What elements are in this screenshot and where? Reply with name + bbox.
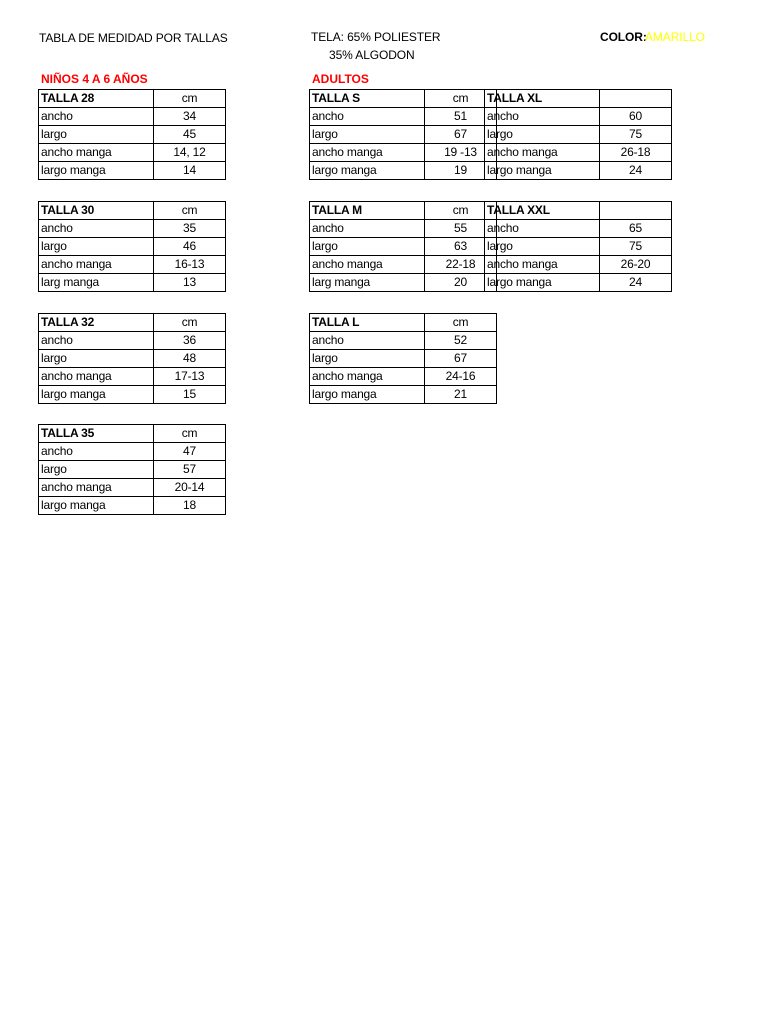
- size-title: TALLA L: [310, 314, 425, 332]
- measure-value: 60: [600, 108, 672, 126]
- table-row: [485, 238, 672, 256]
- measure-label: largo: [39, 461, 154, 479]
- measure-label: ancho: [485, 220, 600, 238]
- size-table-talla-s: [309, 89, 497, 180]
- measure-label: largo: [310, 126, 425, 144]
- measure-label: largo manga: [485, 274, 600, 292]
- table-row: [39, 386, 226, 404]
- measure-value: 36: [154, 332, 226, 350]
- measure-label: largo manga: [310, 386, 425, 404]
- measure-label: ancho manga: [485, 144, 600, 162]
- size-title: TALLA XL: [485, 90, 600, 108]
- table-row: [485, 108, 672, 126]
- measure-label: ancho: [310, 220, 425, 238]
- measure-value: 26-18: [600, 144, 672, 162]
- table-row: [485, 256, 672, 274]
- measure-value: 63: [425, 238, 497, 256]
- table-header-row: [310, 202, 497, 220]
- table-header-row: [485, 202, 672, 220]
- table-row: [485, 274, 672, 292]
- table-row: [39, 368, 226, 386]
- table-row: [39, 256, 226, 274]
- table-row: [39, 443, 226, 461]
- table-row: [39, 162, 226, 180]
- measure-value: 67: [425, 126, 497, 144]
- measure-label: ancho manga: [39, 256, 154, 274]
- size-title: TALLA 28: [39, 90, 154, 108]
- size-title: TALLA 32: [39, 314, 154, 332]
- measure-value: 45: [154, 126, 226, 144]
- table-row: [310, 332, 497, 350]
- measure-value: 67: [425, 350, 497, 368]
- measure-label: ancho: [310, 332, 425, 350]
- measure-value: 75: [600, 238, 672, 256]
- table-row: [39, 108, 226, 126]
- measure-label: largo manga: [310, 162, 425, 180]
- measure-label: largo: [310, 350, 425, 368]
- measure-label: larg manga: [39, 274, 154, 292]
- table-row: [310, 256, 497, 274]
- measure-value: 21: [425, 386, 497, 404]
- table-row: [310, 220, 497, 238]
- measure-value: 24: [600, 274, 672, 292]
- measure-value: 46: [154, 238, 226, 256]
- table-header-row: [310, 90, 497, 108]
- table-header-row: [39, 314, 226, 332]
- unit-header: cm: [425, 202, 497, 220]
- measure-label: ancho manga: [310, 256, 425, 274]
- unit-header: [600, 90, 672, 108]
- table-row: [485, 220, 672, 238]
- measure-value: 15: [154, 386, 226, 404]
- unit-header: cm: [154, 314, 226, 332]
- table-row: [310, 386, 497, 404]
- table-row: [310, 368, 497, 386]
- measure-label: ancho: [39, 332, 154, 350]
- size-title: TALLA 35: [39, 425, 154, 443]
- measure-value: 16-13: [154, 256, 226, 274]
- unit-header: cm: [425, 314, 497, 332]
- measure-value: 52: [425, 332, 497, 350]
- color-label: COLOR:: [600, 30, 647, 44]
- measure-label: largo manga: [39, 497, 154, 515]
- table-header-row: [310, 314, 497, 332]
- measure-label: ancho manga: [310, 368, 425, 386]
- page-title: TABLA DE MEDIDAD POR TALLAS: [39, 31, 228, 45]
- measure-value: 14, 12: [154, 144, 226, 162]
- measure-label: largo manga: [39, 162, 154, 180]
- measure-label: larg manga: [310, 274, 425, 292]
- measure-value: 19 -13: [425, 144, 497, 162]
- measure-label: ancho: [310, 108, 425, 126]
- table-row: [39, 144, 226, 162]
- measure-value: 18: [154, 497, 226, 515]
- measure-label: ancho manga: [39, 144, 154, 162]
- measure-value: 75: [600, 126, 672, 144]
- table-header-row: [39, 202, 226, 220]
- measure-value: 14: [154, 162, 226, 180]
- size-title: TALLA S: [310, 90, 425, 108]
- table-row: [39, 479, 226, 497]
- table-row: [310, 350, 497, 368]
- unit-header: cm: [154, 90, 226, 108]
- table-row: [485, 162, 672, 180]
- measure-value: 47: [154, 443, 226, 461]
- measure-label: ancho: [39, 108, 154, 126]
- measure-value: 57: [154, 461, 226, 479]
- measure-label: largo: [39, 126, 154, 144]
- measure-label: ancho: [485, 108, 600, 126]
- table-row: [39, 332, 226, 350]
- measure-value: 24: [600, 162, 672, 180]
- table-row: [39, 238, 226, 256]
- table-header-row: [485, 90, 672, 108]
- size-title: TALLA XXL: [485, 202, 600, 220]
- measure-value: 51: [425, 108, 497, 126]
- color-value: AMARILLO: [645, 30, 705, 44]
- table-row: [39, 497, 226, 515]
- table-row: [310, 144, 497, 162]
- unit-header: cm: [154, 202, 226, 220]
- table-row: [39, 220, 226, 238]
- table-row: [310, 162, 497, 180]
- measure-value: 35: [154, 220, 226, 238]
- size-table-talla-32: [38, 313, 226, 404]
- table-row: [310, 274, 497, 292]
- table-header-row: [39, 425, 226, 443]
- size-table-talla-28: [38, 89, 226, 180]
- measure-value: 19: [425, 162, 497, 180]
- table-row: [39, 274, 226, 292]
- size-table-talla-l: [309, 313, 497, 404]
- unit-header: cm: [154, 425, 226, 443]
- measure-label: largo: [485, 126, 600, 144]
- size-title: TALLA 30: [39, 202, 154, 220]
- table-row: [39, 126, 226, 144]
- measure-label: ancho manga: [39, 368, 154, 386]
- measure-value: 65: [600, 220, 672, 238]
- measure-label: ancho: [39, 220, 154, 238]
- measure-label: ancho: [39, 443, 154, 461]
- measure-label: largo: [39, 238, 154, 256]
- measure-value: 13: [154, 274, 226, 292]
- measure-value: 24-16: [425, 368, 497, 386]
- measure-value: 26-20: [600, 256, 672, 274]
- table-row: [485, 126, 672, 144]
- measure-label: ancho manga: [39, 479, 154, 497]
- table-row: [310, 108, 497, 126]
- measure-label: largo: [39, 350, 154, 368]
- measure-value: 55: [425, 220, 497, 238]
- measure-value: 48: [154, 350, 226, 368]
- measure-label: ancho manga: [310, 144, 425, 162]
- table-row: [310, 238, 497, 256]
- measure-value: 20-14: [154, 479, 226, 497]
- size-table-talla-35: [38, 424, 226, 515]
- measure-value: 17-13: [154, 368, 226, 386]
- unit-header: [600, 202, 672, 220]
- measure-label: largo: [485, 238, 600, 256]
- measure-label: largo: [310, 238, 425, 256]
- kids-section-label: NIÑOS 4 A 6 AÑOS: [41, 72, 148, 86]
- table-row: [39, 461, 226, 479]
- fabric-line-2: 35% ALGODON: [329, 48, 415, 62]
- measure-label: ancho manga: [485, 256, 600, 274]
- unit-header: cm: [425, 90, 497, 108]
- measure-value: 22-18: [425, 256, 497, 274]
- measure-label: largo manga: [485, 162, 600, 180]
- measure-value: 34: [154, 108, 226, 126]
- size-title: TALLA M: [310, 202, 425, 220]
- table-row: [485, 144, 672, 162]
- measure-label: largo manga: [39, 386, 154, 404]
- adults-section-label: ADULTOS: [312, 72, 369, 86]
- size-table-talla-xxl: [484, 201, 672, 292]
- size-table-talla-xl: [484, 89, 672, 180]
- table-row: [39, 350, 226, 368]
- size-table-talla-m: [309, 201, 497, 292]
- measure-value: 20: [425, 274, 497, 292]
- table-row: [310, 126, 497, 144]
- size-table-talla-30: [38, 201, 226, 292]
- table-header-row: [39, 90, 226, 108]
- fabric-line-1: TELA: 65% POLIESTER: [311, 30, 441, 44]
